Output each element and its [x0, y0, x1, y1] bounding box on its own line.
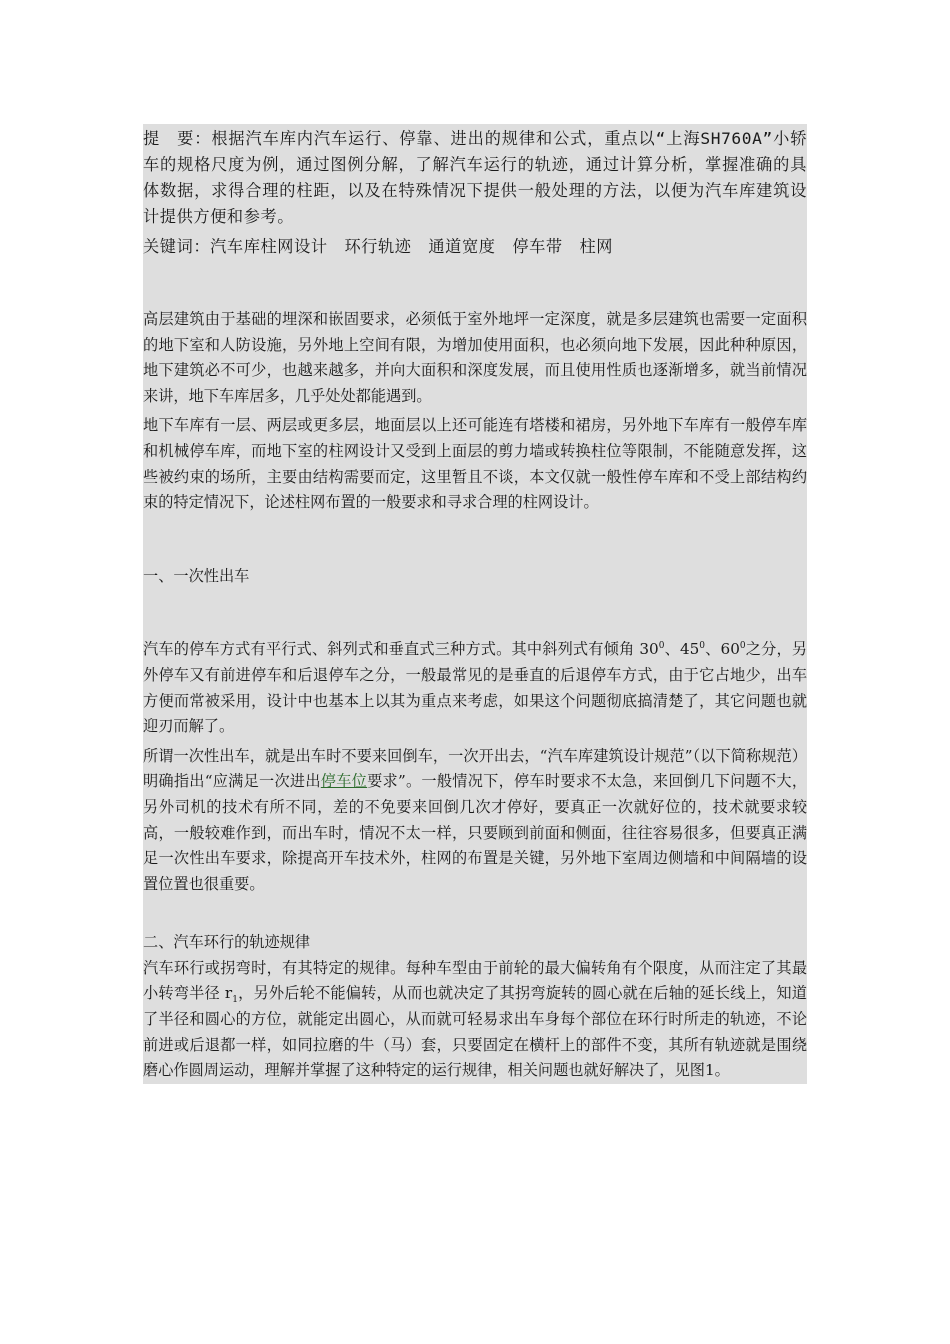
degree-mark: 0	[739, 641, 746, 652]
degree-mark: 0	[699, 641, 706, 652]
text-run: 要求”。一般情况下，停车时要求不太急，来回倒几下问题不大，另外司机的技术有所不同，差的不免要来回倒几次才停好，要真正一次就好位的，技术就要求较高，一般较难作到，而出车时，情况不太一样，只要顾到前面和侧面，往往容易很多，但要真正满足一次性出车要求，除提高开车技术外，柱网的布置是关键，另外地下室周边侧墙和中间隔墙的设置位置也很重要。	[143, 772, 808, 893]
text-run: 所谓一次性出车，就是出车时不要来回倒车，一次开出去，“汽车库建筑设计规范”（以下简称规范）明确指出“应满足一次进出	[143, 746, 807, 791]
text-run: 之分，另外停车又有前进停车和后退停车之分，一般最常见的是垂直的后退停车方式，由于它占地少，出车方便而常被采用，设计中也基本上以其为重点来考虑，如果这个问题彻底搞清楚了，其它问题也就迎刃而解了。	[143, 640, 808, 736]
text-run: 汽车环行或拐弯时，有其特定的规律。每种车型由于前轮的最大偏转角有个限度，从而注定了其最小转弯半径 r	[143, 958, 807, 1003]
intro-paragraph-2: 地下车库有一层、两层或更多层，地面层以上还可能连有塔楼和裙房，另外地下车库有一般停车库和机械停车库，而地下室的柱网设计又受到上面层的剪力墙或转换柱位等限制，不能随意发挥，这些被约束的场所，主要由结构需要而定，这里暂且不谈，本文仅就一般性停车库和不受上部结构约束的特定情况下，论述柱网布置的一般要求和寻求合理的柱网设计。	[143, 416, 807, 512]
section-1-paragraph-2	[143, 744, 807, 898]
text-run: 、45	[664, 640, 700, 659]
section-2-paragraph-1	[143, 956, 807, 1084]
text-run: 汽车的停车方式有平行式、斜列式和垂直式三种方式。其中斜列式有倾角 30	[143, 640, 659, 659]
abstract-paragraph: 提 要：根据汽车库内汽车运行、停靠、进出的规律和公式，重点以“上海SH760A”小轿车的规格尺度为例，通过图例分解，了解汽车运行的轨迹，通过计算分析，掌握准确的具体数据，求得合理的柱距，以及在特殊情况下提供一般处理的方法，以便为汽车库建筑设计提供方便和参考。	[143, 129, 807, 226]
spacer	[143, 897, 807, 930]
section-1-paragraph-1	[143, 637, 807, 739]
spacer	[143, 589, 807, 637]
section-2-heading: 二、汽车环行的轨迹规律	[143, 933, 311, 952]
keywords-line: 关键词：汽车库柱网设计 环行轨迹 通道宽度 停车带 柱网	[143, 237, 614, 256]
spacer	[143, 260, 807, 307]
section-1-heading: 一、一次性出车	[143, 566, 250, 585]
spacer	[143, 516, 807, 564]
text-run: 、60	[705, 640, 740, 659]
subscript: 1	[232, 995, 238, 1006]
article-content	[143, 124, 807, 1084]
intro-paragraph-1: 高层建筑由于基础的埋深和嵌固要求，必须低于室外地坪一定深度，就是多层建筑也需要一定面积的地下室和人防设施，另外地上空间有限，为增加使用面积，也必须向地下发展，因此种种原因，地下建筑必不可少，也越来越多，并向大面积和深度发展，而且使用性质也逐渐增多，就当前情况来讲，地下车库居多，几乎处处都能遇到。	[143, 310, 807, 405]
text-run: ，另外后轮不能偏转，从而也就决定了其拐弯旋转的圆心就在后轴的延长线上，知道了半径和圆心的方位，就能定出圆心，从而就可轻易求出车身每个部位在环行时所走的轨迹，不论前进或后退都一样，如同拉磨的牛（马）套，只要固定在横杆上的部件不变，其所有轨迹就是围绕磨心作圆周运动，理解并掌握了这种特定的运行规律，相关问题也就好解决了，见图1。	[143, 984, 807, 1080]
degree-mark: 0	[658, 641, 665, 652]
parking-space-link[interactable]: 停车位	[320, 772, 368, 791]
